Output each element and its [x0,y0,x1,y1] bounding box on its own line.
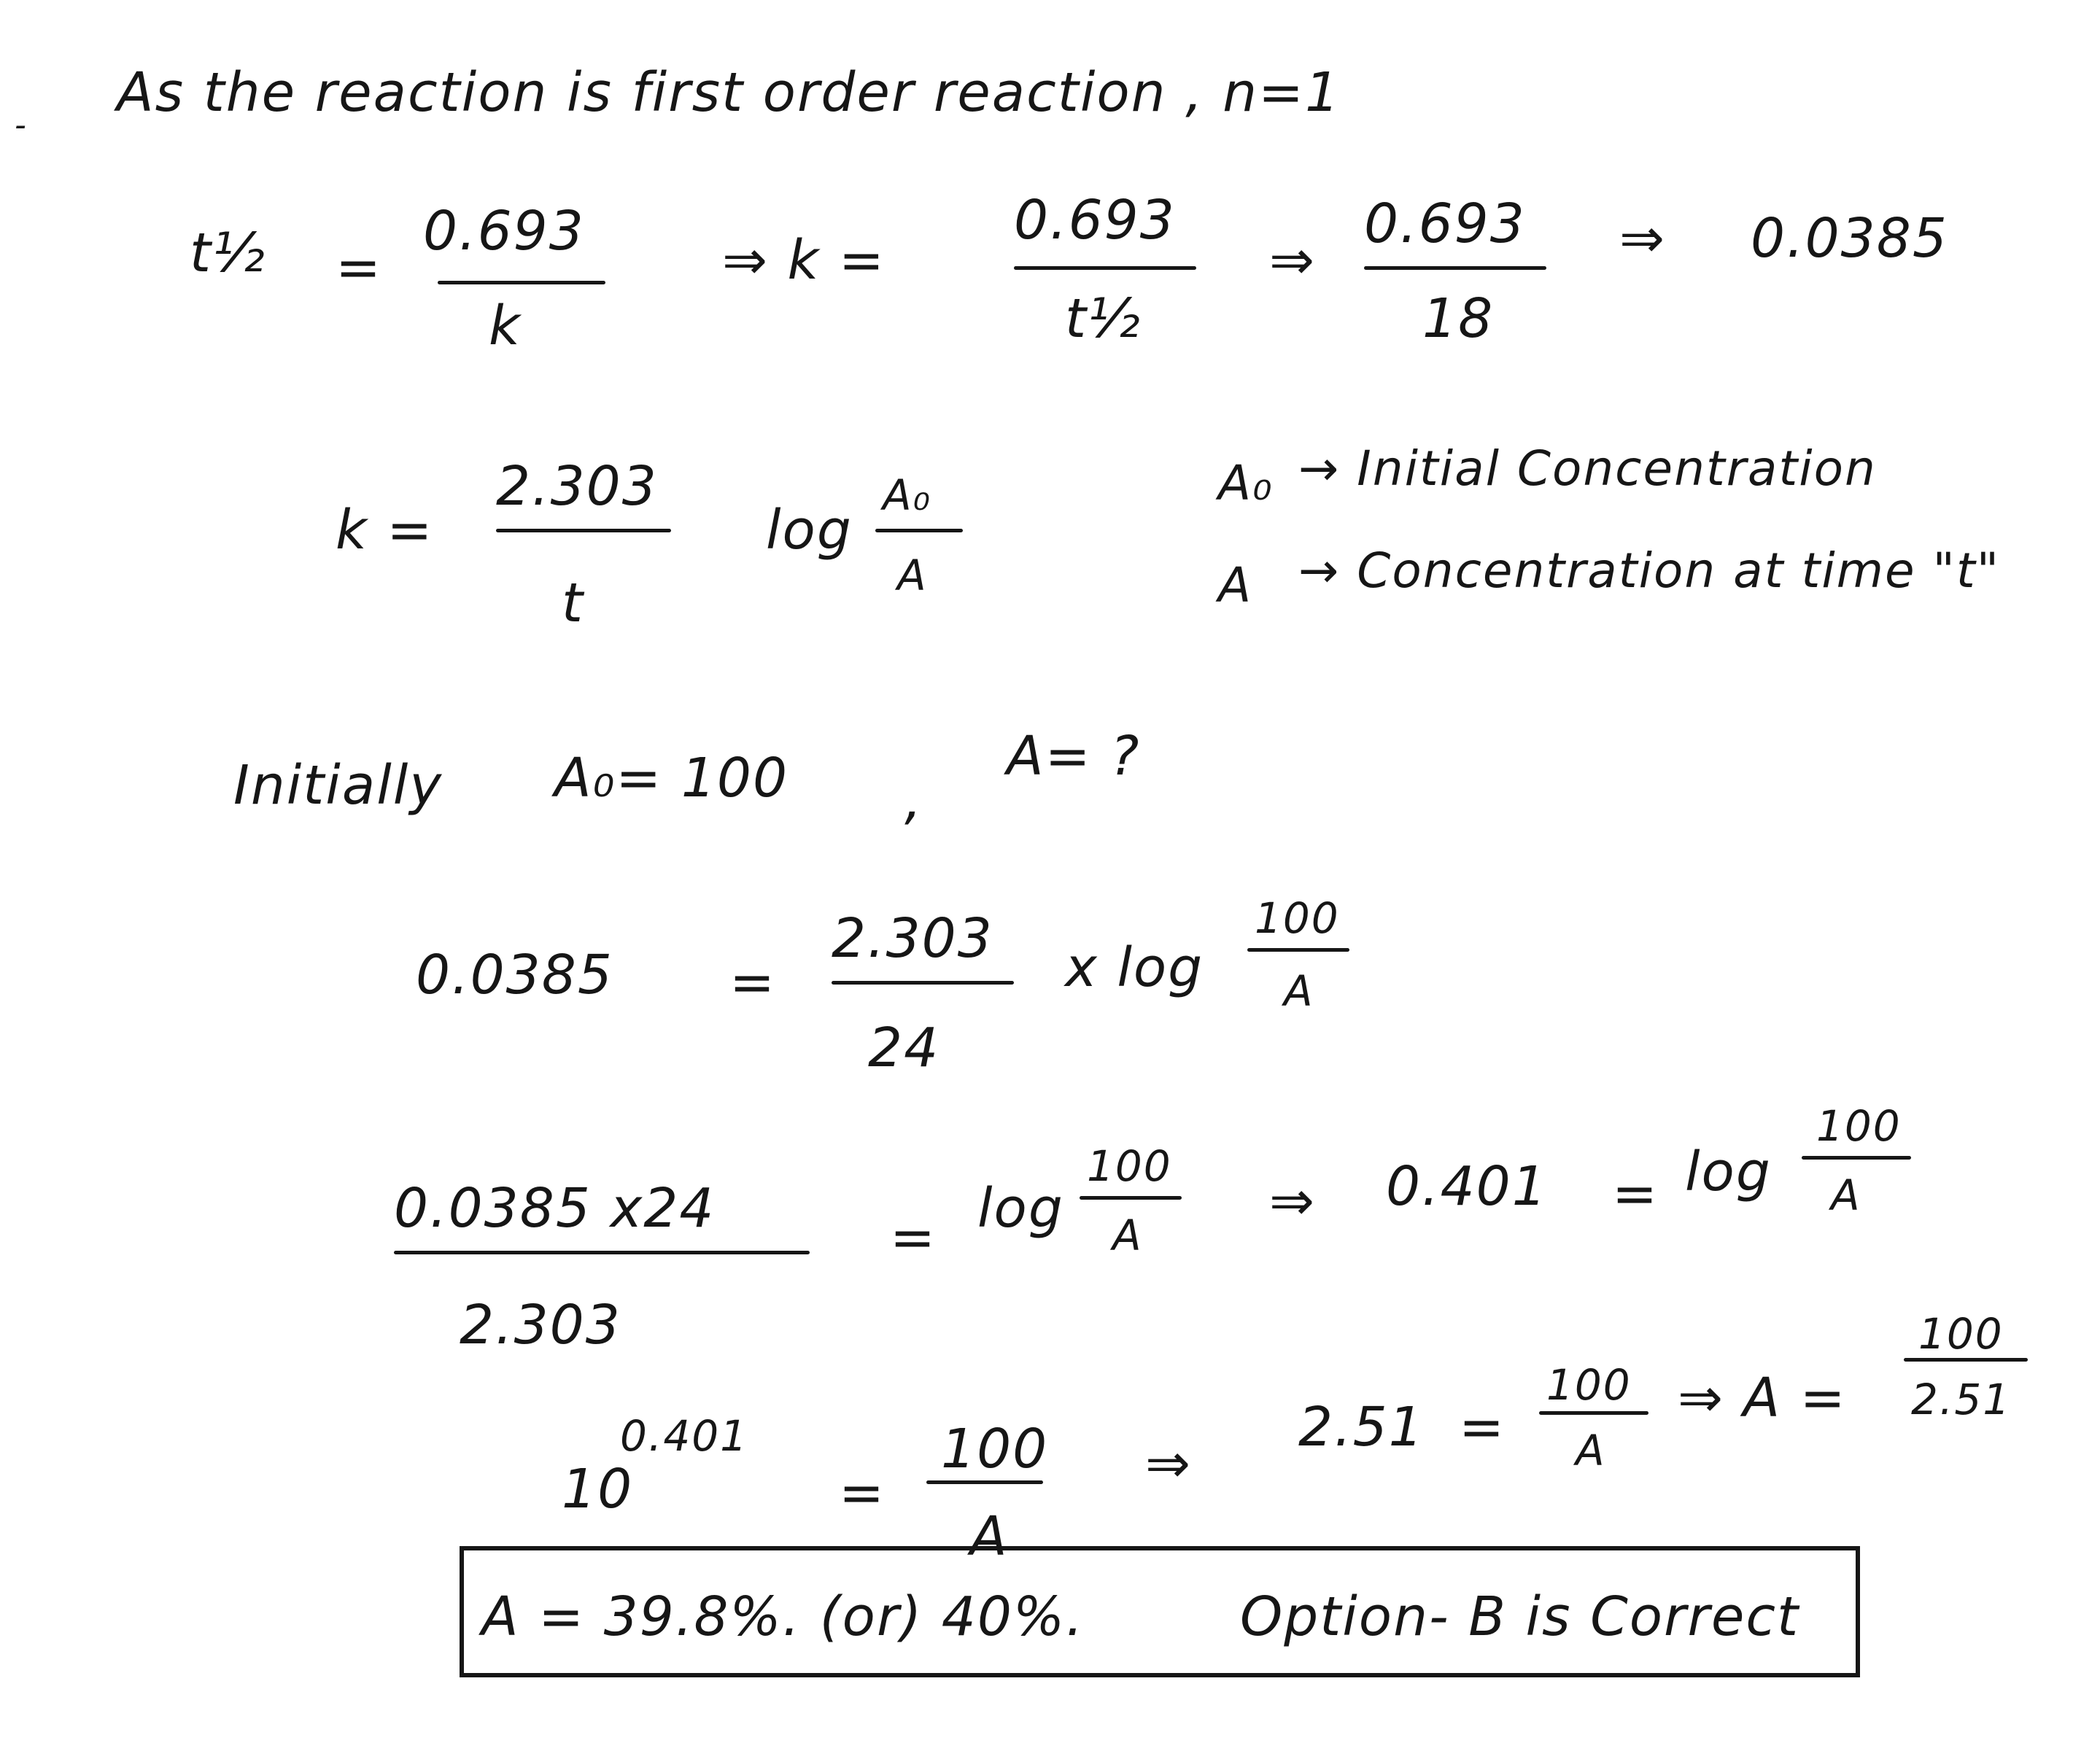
rate-constant-value: 0.0385 [416,944,613,1006]
log-operator: log [1685,1141,1772,1203]
log-operator: log [977,1177,1064,1240]
implies-arrow: ⇒ [1619,207,1667,270]
denominator: k [489,295,522,357]
numerator: 0.0385 x24 [394,1177,716,1240]
rate-constant-symbol: k = [336,499,434,562]
antilog-exponent: 0.401 [620,1411,749,1461]
numerator: 0.693 [1364,193,1526,255]
correct-option: Option- B is Correct [1240,1585,1800,1648]
final-answer: A = 39.8%. (or) 40%. [481,1585,1085,1648]
equals-sign: = [1612,1162,1659,1225]
denominator: A [970,1505,1009,1568]
initial-concentration-symbol: A₀ [1218,455,1274,511]
denominator: t [562,572,585,634]
fraction-bar [1014,266,1196,270]
numerator: 100 [941,1418,1049,1480]
fraction-bar [1080,1196,1182,1200]
numerator: 2.303 [832,907,993,970]
numerator: 2.303 [496,455,658,518]
fraction-bar [875,529,963,532]
concentration-at-time-label: → Concentration at time "t" [1298,543,2001,599]
fraction-bar [438,281,605,284]
equals-sign: = [1459,1396,1506,1459]
log-numerator: 100 [1255,893,1340,943]
intro-statement: As the reaction is first order reaction , n=1 [117,61,1341,124]
denominator: 24 [868,1017,940,1079]
fraction-bar [394,1251,810,1254]
numerator: 100 [1918,1309,2004,1359]
denominator: 2.303 [460,1294,621,1356]
equals-sign: = [336,236,383,299]
log-numerator: A₀ [883,470,931,520]
fraction-bar [1364,266,1546,270]
initial-amount: A₀= 100 [554,747,789,810]
implies-arrow: ⇒ [1269,1170,1317,1232]
denominator: t½ [1065,287,1142,350]
fraction-bar [1539,1411,1648,1415]
fraction-bar [1247,948,1349,952]
concentration-symbol: A [1218,557,1253,613]
unknown-amount: A= ? [1007,725,1141,788]
antilog-value: 2.51 [1298,1396,1425,1459]
antilog-base: 10 [562,1458,634,1521]
fraction-bar [926,1480,1043,1484]
implies-arrow: ⇒ k = [722,229,886,292]
initially-label: Initially [233,754,443,817]
fraction-bar [832,981,1014,985]
leading-dash: - [15,106,28,144]
implies-arrow: ⇒ A = [1678,1367,1847,1429]
initial-concentration-label: → Initial Concentration [1298,440,1877,497]
log-numerator: 100 [1087,1141,1172,1191]
denominator: 18 [1422,287,1495,350]
log-denominator: A [1831,1171,1861,1220]
equals-sign: = [839,1461,886,1524]
log-operator: log [766,499,853,562]
log-denominator: A [1284,966,1314,1016]
numerator: 0.693 [423,200,585,263]
fraction-bar [496,529,671,532]
times-log: x log [1065,936,1204,999]
numerator: 0.693 [1014,189,1176,252]
comma: , [904,769,923,831]
implies-arrow: ⇒ [1269,229,1317,292]
implies-arrow: ⇒ [1145,1432,1193,1495]
fraction-bar [1904,1358,2028,1362]
numerator: 100 [1546,1360,1632,1410]
denominator: A [1576,1426,1606,1475]
denominator: 2.51 [1911,1375,2012,1424]
log-denominator: A [1112,1211,1143,1260]
equals-sign: = [890,1206,937,1269]
half-life-symbol: t½ [190,222,266,284]
log-denominator: A [897,551,928,600]
log-value: 0.401 [1386,1155,1548,1218]
equals-sign: = [729,951,777,1014]
log-numerator: 100 [1816,1101,1902,1151]
rate-constant-value: 0.0385 [1751,207,1948,270]
fraction-bar [1802,1156,1911,1160]
